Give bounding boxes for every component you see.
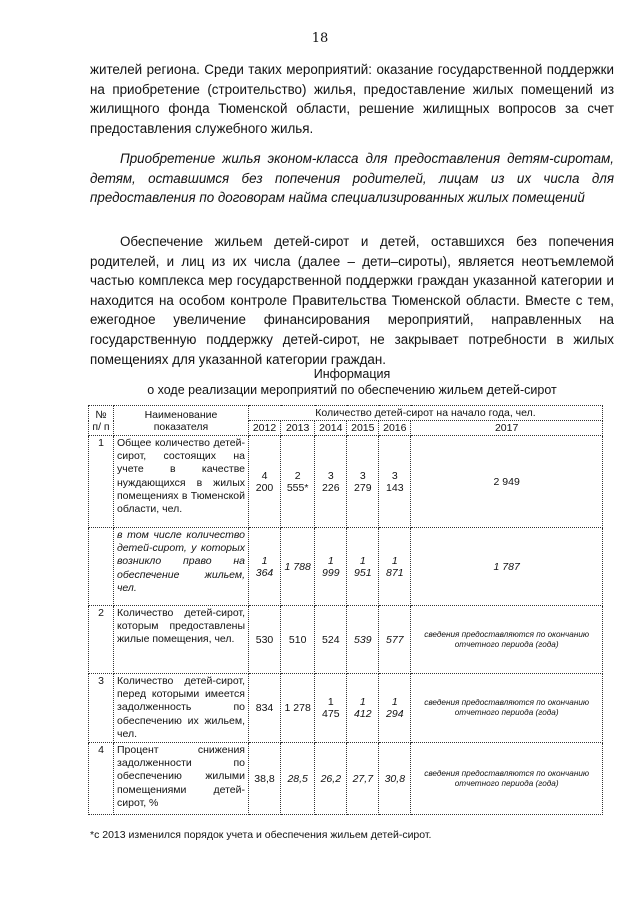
row-number: 2 — [89, 606, 114, 674]
cell-value: 30,8 — [379, 743, 411, 815]
table-subtitle: о ходе реализации мероприятий по обеспечению жильем детей-сирот — [147, 383, 557, 397]
cell-value: 1 871 — [379, 528, 411, 606]
table-row — [89, 743, 603, 815]
header-year: 2015 — [347, 421, 379, 436]
cell-value: 530 — [249, 606, 281, 674]
cell-value: 28,5 — [281, 743, 315, 815]
row-indicator: Процент снижения задолженности по обеспечению жилыми помещениями детей-сирот, % — [114, 743, 249, 815]
header-row-number: № п/ п — [89, 406, 114, 436]
cell-value: 1 475 — [315, 674, 347, 743]
cell-note: сведения предоставляются по окончанию отчетного периода (года) — [411, 743, 603, 815]
cell-value: 3 143 — [379, 436, 411, 528]
cell-value: 3 226 — [315, 436, 347, 528]
header-indicator-name: Наименование показателя — [114, 406, 249, 436]
cell-value: 38,8 — [249, 743, 281, 815]
paragraph-section-heading: Приобретение жилья эконом-класса для предоставления детям-сиротам, детям, оставшимся без попечения родителей, лицам из их числа для предоставления по договорам найма специализированных жилых помещений — [90, 151, 614, 206]
row-number: 4 — [89, 743, 114, 815]
header-year: 2012 — [249, 421, 281, 436]
cell-value: 27,7 — [347, 743, 379, 815]
header-year: 2014 — [315, 421, 347, 436]
cell-value: 1 294 — [379, 674, 411, 743]
header-year: 2016 — [379, 421, 411, 436]
paragraph-body: Обеспечение жильем детей-сирот и детей, оставшихся без попечения родителей, и лиц из их числа (далее – дети–сироты), является неотъемлемой частью комплекса мер государственной поддержки граждан указанной категории и находится на особом контроле Правительства Тюменской области. Вместе с тем, ежегодное увеличение финансирования мероприятий, направленных на государственную поддержку детей-сирот, не закрывает потребности в жилых помещениях для указанной категории граждан. — [90, 234, 614, 367]
cell-note: сведения предоставляются по окончанию отчетного периода (года) — [411, 674, 603, 743]
table-row — [89, 436, 603, 528]
cell-value: 26,2 — [315, 743, 347, 815]
cell-value: 1 951 — [347, 528, 379, 606]
cell-note: сведения предоставляются по окончанию отчетного периода (года) — [411, 606, 603, 674]
cell-value: 2 949 — [411, 436, 603, 528]
row-indicator: Количество детей-сирот, перед которыми имеется задолженность по обеспечению их жильем, чел. — [114, 674, 249, 743]
cell-value: 1 787 — [411, 528, 603, 606]
header-year: 2013 — [281, 421, 315, 436]
cell-value: 577 — [379, 606, 411, 674]
row-number: 1 — [89, 436, 114, 528]
table-row — [89, 674, 603, 743]
cell-value: 2 555* — [281, 436, 315, 528]
cell-value: 1 412 — [347, 674, 379, 743]
row-indicator: в том числе количество детей-сирот, у которых возникло право на обеспечение жильем, чел. — [114, 528, 249, 606]
cell-value: 1 364 — [249, 528, 281, 606]
table-row — [89, 606, 603, 674]
row-indicator: Количество детей-сирот, которым предоставлены жилые помещения, чел. — [114, 606, 249, 674]
row-number — [89, 528, 114, 606]
cell-value: 4 200 — [249, 436, 281, 528]
cell-value: 1 278 — [281, 674, 315, 743]
cell-value: 524 — [315, 606, 347, 674]
table-title: Информация — [313, 367, 391, 381]
cell-value: 834 — [249, 674, 281, 743]
orphan-housing-table — [88, 405, 603, 815]
header-year-group: Количество детей-сирот на начало года, чел. — [249, 406, 603, 421]
cell-value: 510 — [281, 606, 315, 674]
cell-value: 3 279 — [347, 436, 379, 528]
table-row — [89, 528, 603, 606]
cell-value: 1 999 — [315, 528, 347, 606]
paragraph-intro: жителей региона. Среди таких мероприятий: оказание государственной поддержки на приобретение (строительство) жилья, предоставление жилых помещений из жилищного фонда Тюменской области, решение жилищных вопросов за счет предоставления служебного жилья. — [90, 62, 614, 136]
table-footnote: *с 2013 изменился порядок учета и обеспечения жильем детей-сирот. — [90, 829, 432, 841]
cell-value: 539 — [347, 606, 379, 674]
row-indicator: Общее количество детей-сирот, состоящих на учете в качестве нуждающихся в жилых помещениях в Тюменской области, чел. — [114, 436, 249, 528]
row-number: 3 — [89, 674, 114, 743]
header-year: 2017 — [411, 421, 603, 436]
page-number: 18 — [311, 31, 329, 46]
cell-value: 1 788 — [281, 528, 315, 606]
